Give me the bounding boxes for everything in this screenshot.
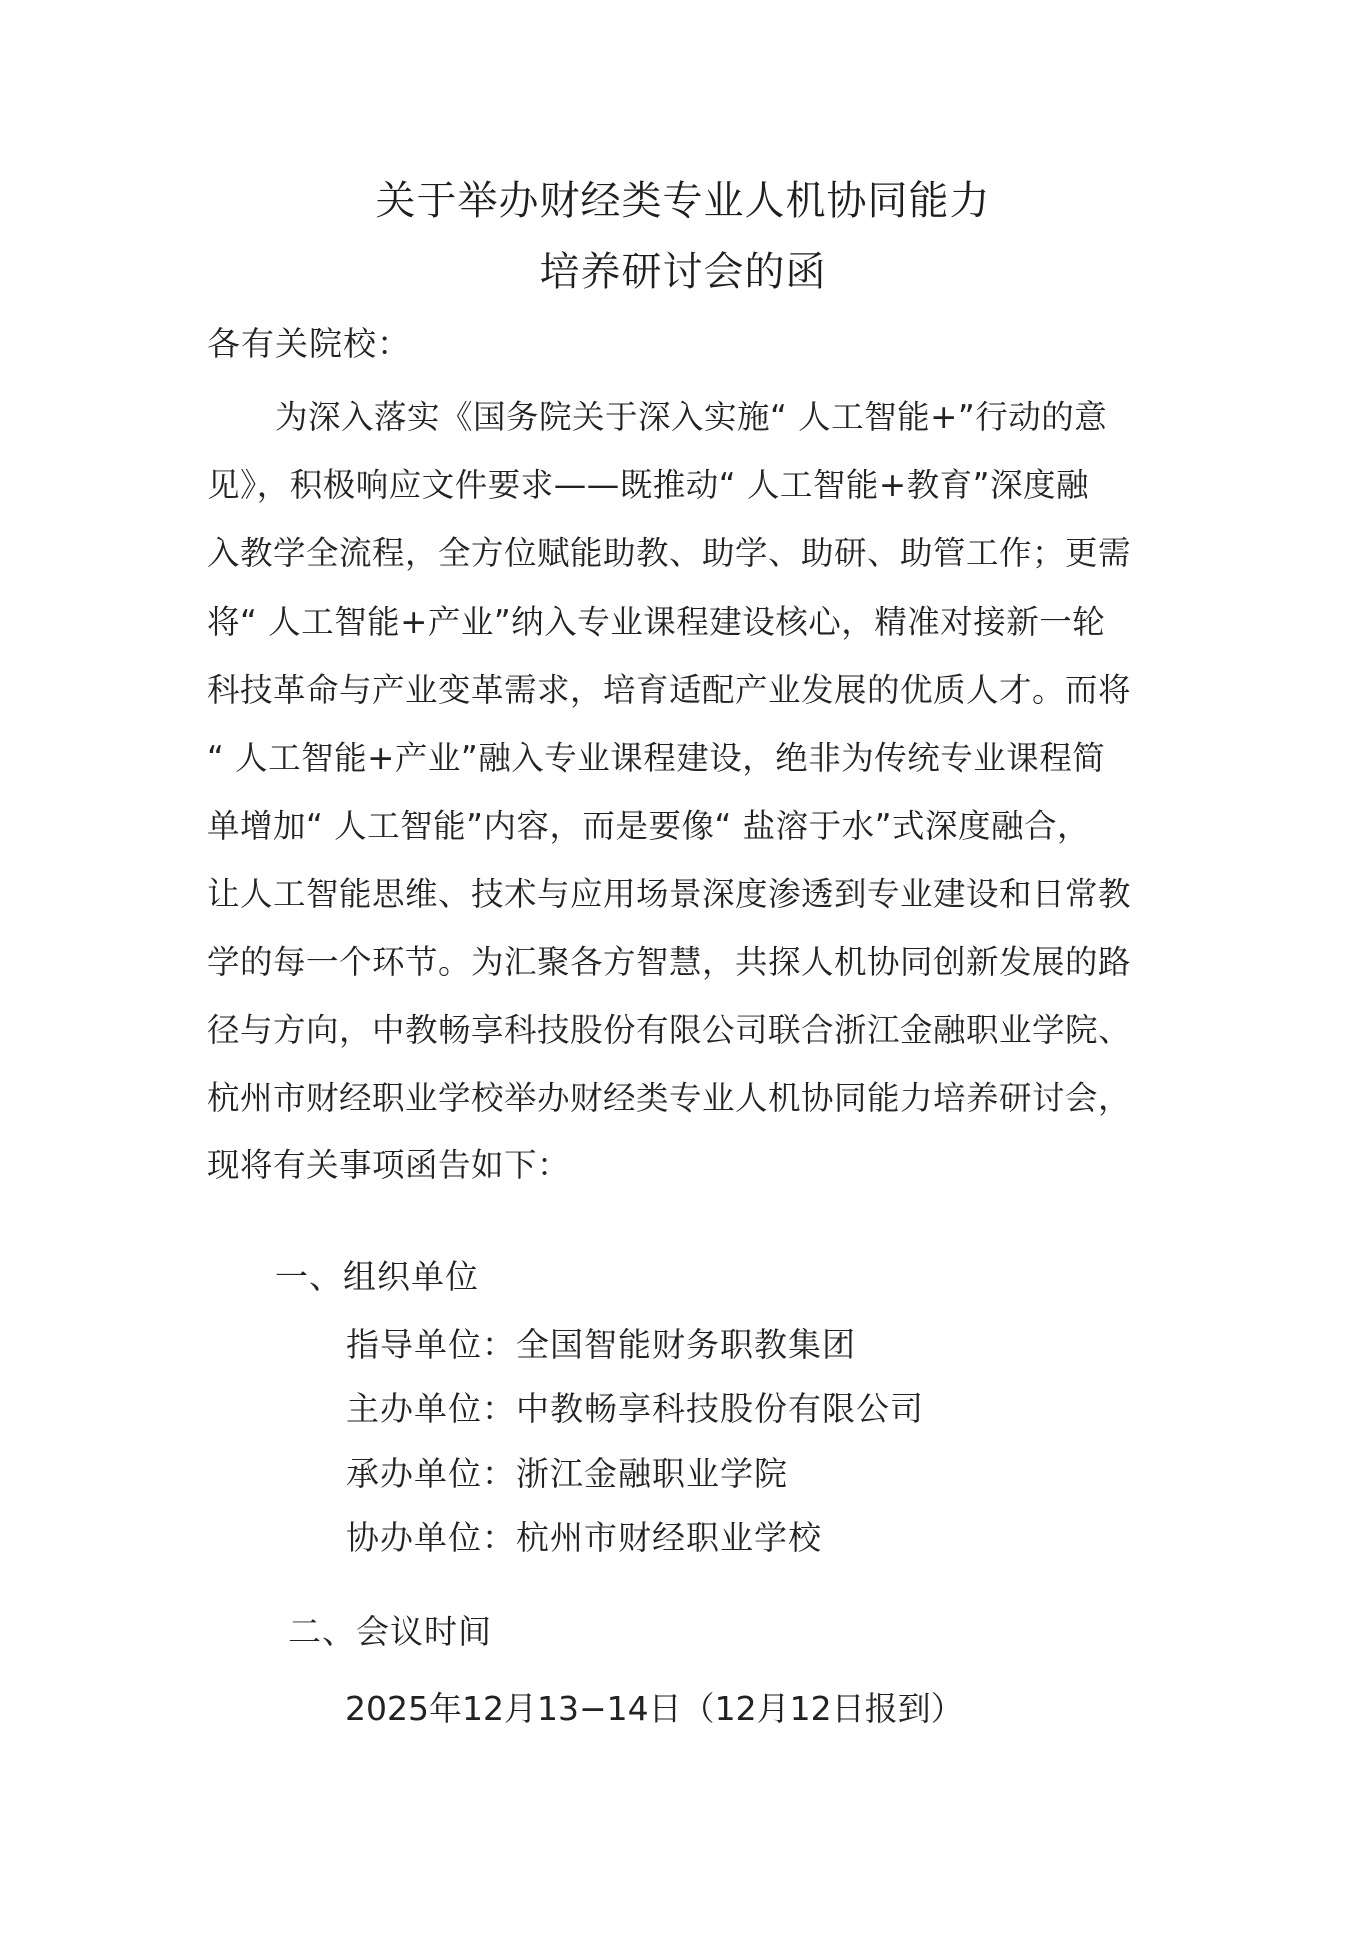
- organizer-row-undertaker: 承办单位：浙江金融职业学院: [346, 1454, 788, 1493]
- meeting-date: 2025年12月13−14日（12月12日报到）: [345, 1689, 964, 1728]
- body-line: 单增加“ 人工智能”内容，而是要像“ 盐溶于水”式深度融合，: [207, 807, 1091, 845]
- document-title-line-2: 培养研讨会的函: [539, 249, 827, 295]
- body-line: 将“ 人工智能+产业”纳入专业课程建设核心，精准对接新一轮: [207, 603, 1106, 641]
- body-line: 科技革命与产业变革需求，培育适配产业发展的优质人才。而将: [207, 671, 1132, 709]
- organizer-row-guiding: 指导单位：全国智能财务职教集团: [346, 1325, 856, 1364]
- document-title-line-1: 关于举办财经类专业人机协同能力: [375, 178, 991, 224]
- section-heading: 一、组织单位: [275, 1257, 479, 1296]
- body-line: 学的每一个环节。为汇聚各方智慧，共探人机协同创新发展的路: [207, 943, 1132, 981]
- organizer-row-host: 主办单位：中教畅享科技股份有限公司: [346, 1389, 924, 1428]
- body-line: 现将有关事项函告如下：: [207, 1146, 571, 1184]
- body-line: 入教学全流程，全方位赋能助教、助学、助研、助管工作；更需: [207, 534, 1132, 572]
- organizer-row-co-organizer: 协办单位：杭州市财经职业学校: [346, 1518, 822, 1557]
- body-line: 杭州市财经职业学校举办财经类专业人机协同能力培养研讨会，: [207, 1079, 1132, 1117]
- body-line: 径与方向，中教畅享科技股份有限公司联合浙江金融职业学院、: [207, 1011, 1132, 1049]
- body-line: 让人工智能思维、技术与应用场景深度渗透到专业建设和日常教: [207, 875, 1132, 913]
- body-line: 见》，积极响应文件要求——既推动“ 人工智能+教育”深度融: [207, 466, 1089, 504]
- section-heading: 二、会议时间: [288, 1612, 492, 1651]
- salutation: 各有关院校：: [207, 324, 411, 363]
- body-line: “ 人工智能+产业”融入专业课程建设，绝非为传统专业课程简: [207, 739, 1106, 777]
- body-line: 为深入落实《国务院关于深入实施“ 人工智能+”行动的意: [275, 398, 1108, 436]
